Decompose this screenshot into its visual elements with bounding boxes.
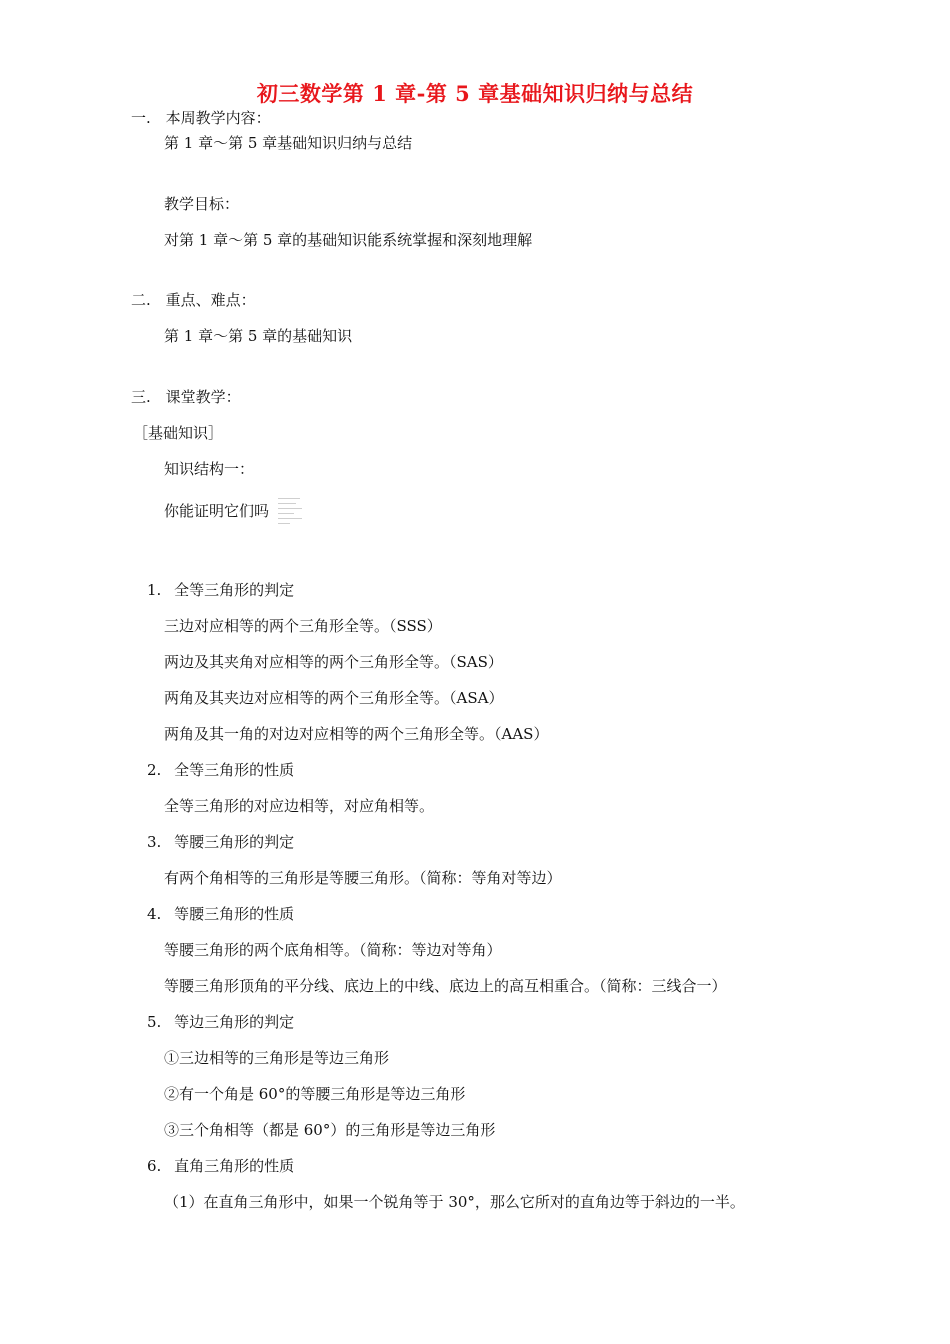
item-4-heading	[147, 904, 294, 924]
item-4-line-2: 等腰三角形顶角的平分线、底边上的中线、底边上的高互相重合。（简称：三线合一）	[164, 977, 727, 995]
section-3-title: 课堂教学：	[165, 388, 241, 406]
item-6-heading	[147, 1156, 294, 1176]
section-1-body: 第 1 章～第 5 章基础知识归纳与总结	[164, 134, 413, 152]
section-2-body: 第 1 章～第 5 章的基础知识	[164, 327, 353, 345]
item-2-heading	[147, 760, 294, 780]
item-1-number: 1.	[147, 581, 162, 599]
prove-line	[164, 497, 304, 527]
item-2-title: 全等三角形的性质	[174, 761, 295, 779]
section-1-number: 一.	[131, 109, 151, 127]
knowledge-structure-label: 知识结构一：	[164, 460, 255, 478]
item-5-heading	[147, 1012, 294, 1032]
item-6-number: 6.	[147, 1157, 162, 1175]
section-2-number: 二.	[131, 291, 151, 309]
goal-heading: 教学目标：	[164, 195, 240, 213]
item-1-line-4: 两角及其一角的对边对应相等的两个三角形全等。（AAS）	[164, 725, 549, 743]
item-2-number: 2.	[147, 761, 162, 779]
goal-body: 对第 1 章～第 5 章的基础知识能系统掌握和深刻地理解	[164, 231, 533, 249]
item-1-line-3: 两角及其夹边对应相等的两个三角形全等。（ASA）	[164, 689, 504, 707]
item-3-line-1: 有两个角相等的三角形是等腰三角形。（简称：等角对等边）	[164, 869, 562, 887]
item-3-heading	[147, 832, 294, 852]
document-title: 初三数学第 1 章-第 5 章基础知识归纳与总结	[256, 81, 694, 106]
section-2-title: 重点、难点：	[165, 291, 256, 309]
item-5-number: 5.	[147, 1013, 162, 1031]
section-1-heading	[131, 108, 271, 128]
item-4-title: 等腰三角形的性质	[174, 905, 295, 923]
item-3-number: 3.	[147, 833, 162, 851]
item-2-line-1: 全等三角形的对应边相等，对应角相等。	[164, 797, 435, 815]
section-3-number: 三.	[131, 388, 151, 406]
item-3-title: 等腰三角形的判定	[174, 833, 295, 851]
item-1-title: 全等三角形的判定	[174, 581, 295, 599]
item-5-line-3: ③三个角相等（都是 60°）的三角形是等边三角形	[164, 1121, 496, 1139]
prove-text: 你能证明它们吗	[164, 502, 270, 520]
item-5-line-2: ②有一个角是 60°的等腰三角形是等边三角形	[164, 1085, 466, 1103]
item-1-line-1: 三边对应相等的两个三角形全等。（SSS）	[164, 617, 442, 635]
item-5-line-1: ①三边相等的三角形是等边三角形	[164, 1049, 390, 1067]
item-1-line-2: 两边及其夹角对应相等的两个三角形全等。（SAS）	[164, 653, 503, 671]
basic-knowledge-label: ［基础知识］	[133, 424, 224, 442]
item-4-line-1: 等腰三角形的两个底角相等。（简称：等边对等角）	[164, 941, 502, 959]
section-2-heading	[131, 290, 256, 310]
section-1-title: 本周教学内容：	[165, 109, 271, 127]
diagram-thumbnail-icon	[278, 495, 304, 525]
item-1-heading	[147, 580, 294, 600]
item-5-title: 等边三角形的判定	[174, 1013, 295, 1031]
item-6-title: 直角三角形的性质	[174, 1157, 295, 1175]
item-4-number: 4.	[147, 905, 162, 923]
item-6-line-1: （1）在直角三角形中，如果一个锐角等于 30°，那么它所对的直角边等于斜边的一半。	[164, 1193, 745, 1211]
section-3-heading	[131, 387, 241, 407]
